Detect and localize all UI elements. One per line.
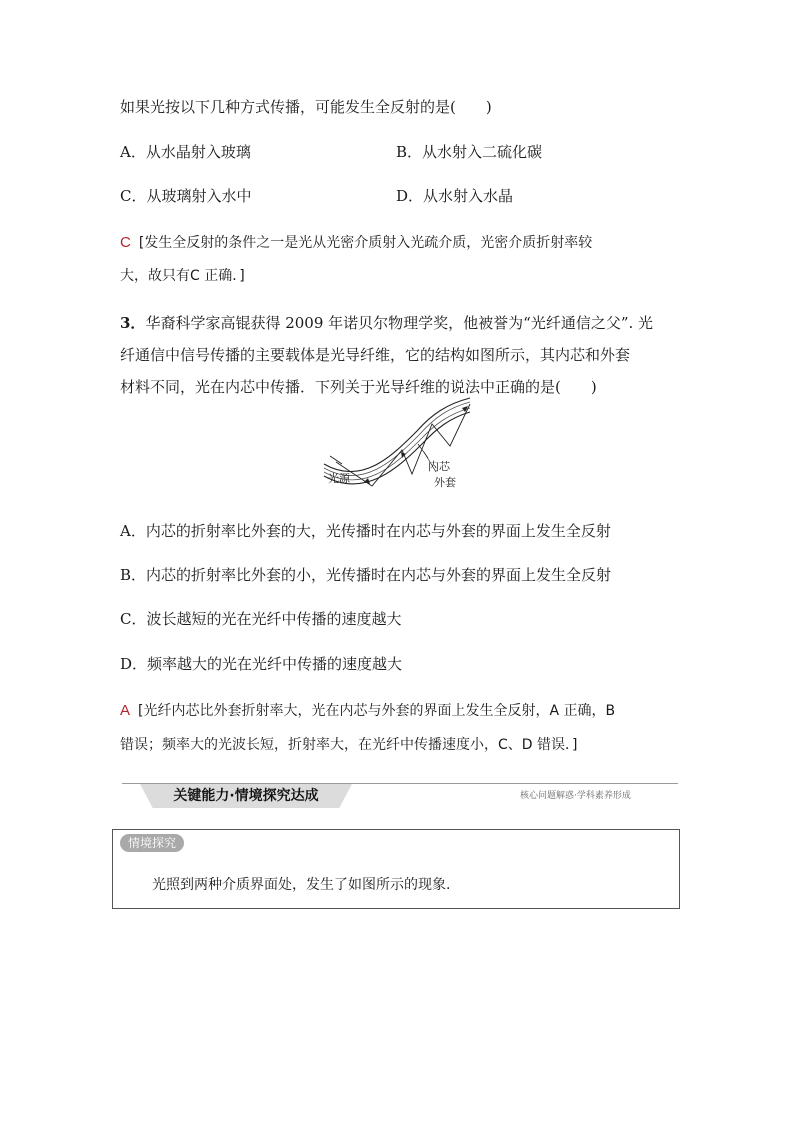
label-source: 光源 [328,472,350,485]
q3-answer-letter: A [120,702,131,719]
label-core: 内芯 [428,460,450,473]
section-subtitle: 核心问题解惑·学科素养形成 [520,791,631,801]
q3-stem-line1 [120,313,653,333]
optical-fiber-figure [322,386,472,490]
q2-option-d: D．从水射入水晶 [396,187,514,205]
q2-answer-letter: C [120,234,131,251]
label-cladding: 外套 [434,476,456,489]
q3-option-d: D．频率越大的光在光纤中传播的速度越大 [120,655,403,673]
q3-option-c: C．波长越短的光在光纤中传播的速度越大 [120,610,402,628]
q2-option-c: C．从玻璃射入水中 [120,187,252,205]
section-divider [122,783,678,784]
q3-stem-line2: 纤通信中信号传播的主要载体是光导纤维，它的结构如图所示，其内芯和外套 [120,346,631,364]
section-title: 关键能力·情境探究达成 [173,788,319,804]
scenario-tag: 情境探究 [120,834,184,852]
q3-answer [120,701,615,721]
q2-option-b: B．从水射入二硫化碳 [396,143,543,161]
q3-option-b: B．内芯的折射率比外套的小，光传播时在内芯与外套的界面上发生全反射 [120,566,612,584]
source-stub [330,456,342,464]
q3-explanation-line1: [光纤内芯比外套折射率大，光在内芯与外套的界面上发生全反射，A 正确，B [138,703,616,719]
q3-option-a: A．内芯的折射率比外套的大，光传播时在内芯与外套的界面上发生全反射 [120,522,611,540]
q2-stem: 如果光按以下几种方式传播，可能发生全反射的是( ) [120,98,492,116]
scenario-box [112,829,680,909]
q3-stem-text1: 华裔科学家高锟获得 2009 年诺贝尔物理学奖，他被誉为“光纤通信之父”. 光 [145,314,654,332]
q2-explanation-line2: 大，故只有C 正确．] [120,268,245,284]
scenario-text: 光照到两种介质界面处，发生了如图所示的现象. [152,877,451,893]
q2-explanation-line1: [发生全反射的条件之一是光从光密介质射入光疏介质，光密介质折射率较 [138,235,593,251]
q3-stem-line3: 材料不同，光在内芯中传播．下列关于光导纤维的说法中正确的是( ) [120,378,597,396]
q3-number: 3． [120,314,146,332]
q3-explanation-line2: 错误；频率大的光波长短，折射率大，在光纤中传播速度小，C、D 错误．] [120,737,578,753]
q2-answer [120,233,592,253]
q2-option-a: A．从水晶射入玻璃 [120,143,251,161]
